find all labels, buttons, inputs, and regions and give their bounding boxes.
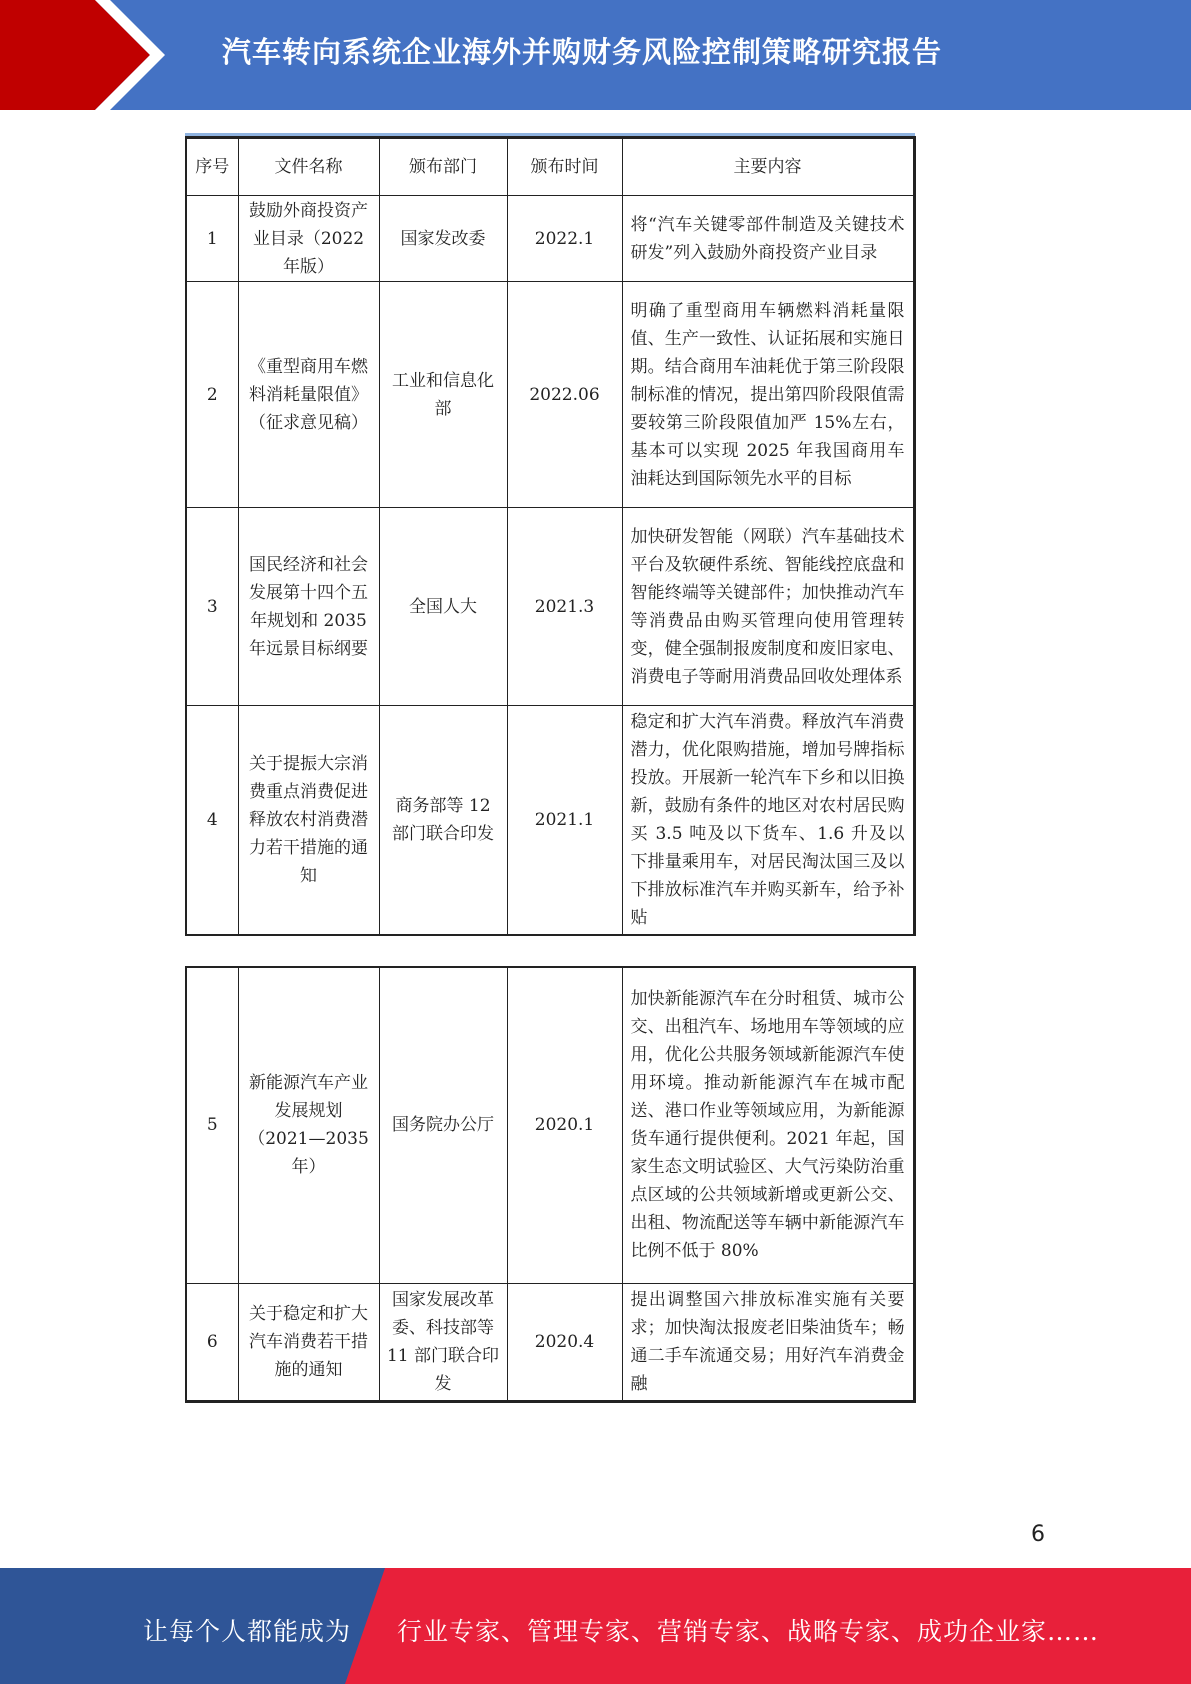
row-dept: 国务院办公厅 xyxy=(379,967,507,1283)
row-no: 1 xyxy=(186,196,238,282)
row-name: 鼓励外商投资产业目录（2022 年版） xyxy=(238,196,379,282)
row-no: 3 xyxy=(186,508,238,706)
row-dept: 工业和信息化部 xyxy=(379,282,507,508)
row-content: 加快新能源汽车在分时租赁、城市公交、出租汽车、场地用车等领域的应用，优化公共服务领域新能源汽车使用环境。推动新能源汽车在城市配送、港口作业等领域应用，为新能源货车通行提供便利。2021 年起，国家生态文明试验区、大气污染防治重点区域的公共领域新增或更新公交、出租、物流配送等车辆中新能源汽车比例不低于 80% xyxy=(622,967,914,1283)
policy-table-part-2 xyxy=(185,966,916,1403)
page-number: 6 xyxy=(1031,1522,1045,1547)
footer-slogan-left: 让每个人都能成为 xyxy=(143,1617,352,1646)
row-dept: 全国人大 xyxy=(379,508,507,706)
row-content: 提出调整国六排放标准实施有关要求；加快淘汰报废老旧柴油货车；畅通二手车流通交易；用好汽车消费金融 xyxy=(622,1283,914,1401)
page-header xyxy=(0,0,1191,110)
row-date: 2021.3 xyxy=(507,508,622,706)
table-row xyxy=(186,967,914,1283)
row-date: 2021.1 xyxy=(507,706,622,936)
row-no: 4 xyxy=(186,706,238,936)
row-content: 稳定和扩大汽车消费。释放汽车消费潜力，优化限购措施，增加号牌指标投放。开展新一轮汽车下乡和以旧换新，鼓励有条件的地区对农村居民购买 3.5 吨及以下货车、1.6 升及以下排量乘用车，对居民淘汰国三及以下排放标准汽车并购买新车，给予补贴 xyxy=(622,706,914,936)
row-dept: 商务部等 12 部门联合印发 xyxy=(379,706,507,936)
table-header-row xyxy=(186,138,914,196)
row-content: 明确了重型商用车辆燃料消耗量限值、生产一致性、认证拓展和实施日期。结合商用车油耗优于第三阶段限制标准的情况，提出第四阶段限值需要较第三阶段限值加严 15%左右，基本可以实现 2025 年我国商用车油耗达到国际领先水平的目标 xyxy=(622,282,914,508)
row-dept: 国家发展改革委、科技部等 11 部门联合印发 xyxy=(379,1283,507,1401)
row-date: 2020.4 xyxy=(507,1283,622,1401)
header-name: 文件名称 xyxy=(238,138,379,196)
header-title: 汽车转向系统企业海外并购财务风险控制策略研究报告 xyxy=(222,35,943,69)
header-content: 主要内容 xyxy=(622,138,914,196)
table-row xyxy=(186,706,914,936)
page-footer xyxy=(0,1568,1191,1684)
row-content: 加快研发智能（网联）汽车基础技术平台及软硬件系统、智能线控底盘和智能终端等关键部件；加快推动汽车等消费品由购买管理向使用管理转变，健全强制报废制度和废旧家电、消费电子等耐用消费品回收处理体系 xyxy=(622,508,914,706)
row-no: 2 xyxy=(186,282,238,508)
header-no: 序号 xyxy=(186,138,238,196)
table-row xyxy=(186,282,914,508)
header-dept: 颁布部门 xyxy=(379,138,507,196)
header-date: 颁布时间 xyxy=(507,138,622,196)
policy-table-part-1 xyxy=(185,136,916,936)
row-name: 《重型商用车燃料消耗量限值》（征求意见稿） xyxy=(238,282,379,508)
row-no: 6 xyxy=(186,1283,238,1401)
footer-slogan-right: 行业专家、管理专家、营销专家、战略专家、成功企业家…… xyxy=(397,1617,1100,1646)
table-row xyxy=(186,1283,914,1401)
row-date: 2022.1 xyxy=(507,196,622,282)
row-content: 将“汽车关键零部件制造及关键技术研发”列入鼓励外商投资产业目录 xyxy=(622,196,914,282)
table-row xyxy=(186,508,914,706)
row-no: 5 xyxy=(186,967,238,1283)
row-name: 关于稳定和扩大汽车消费若干措施的通知 xyxy=(238,1283,379,1401)
row-date: 2020.1 xyxy=(507,967,622,1283)
row-name: 国民经济和社会发展第十四个五年规划和 2035 年远景目标纲要 xyxy=(238,508,379,706)
row-date: 2022.06 xyxy=(507,282,622,508)
row-name: 关于提振大宗消费重点消费促进释放农村消费潜力若干措施的通知 xyxy=(238,706,379,936)
row-dept: 国家发改委 xyxy=(379,196,507,282)
table-row xyxy=(186,196,914,282)
row-name: 新能源汽车产业发展规划（2021—2035 年） xyxy=(238,967,379,1283)
